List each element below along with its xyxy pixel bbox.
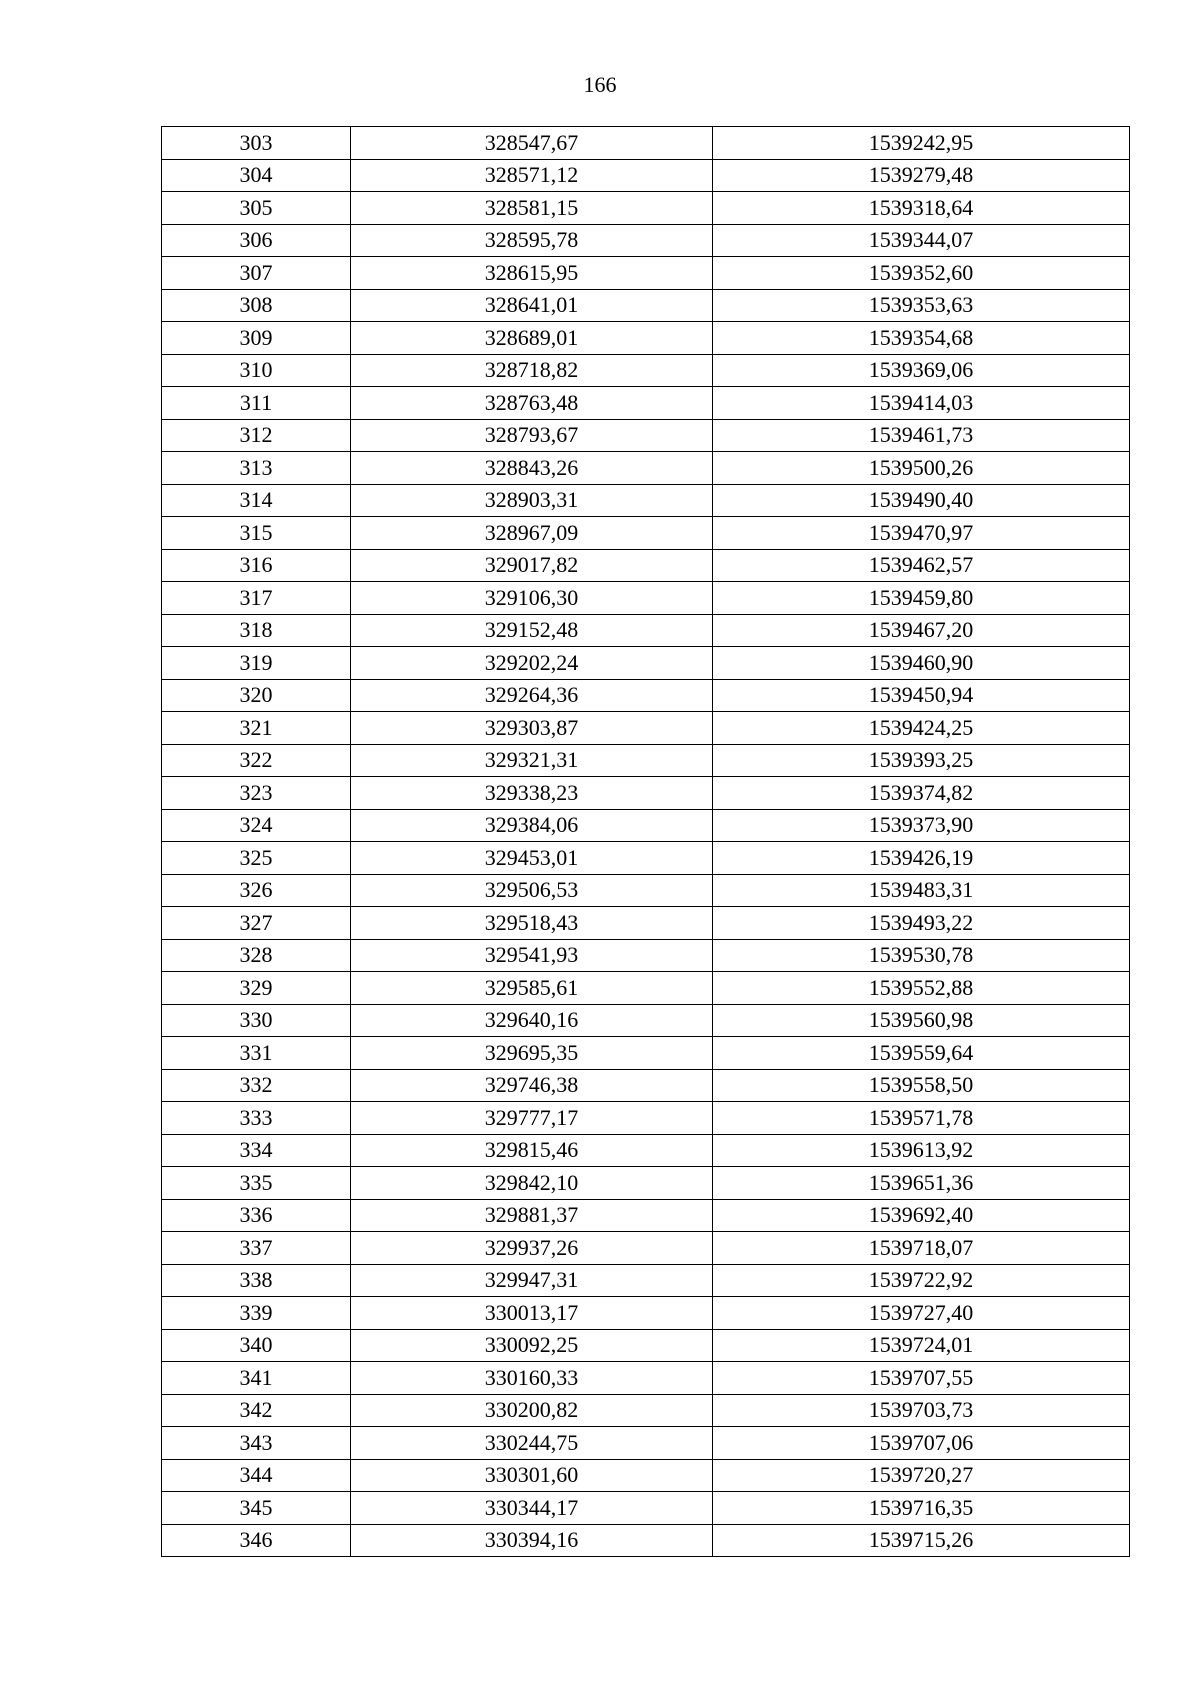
- point-number-cell: 314: [162, 484, 351, 517]
- table-row: [162, 159, 1130, 192]
- point-number-cell: 310: [162, 354, 351, 387]
- x-coordinate-cell: 329937,26: [351, 1232, 713, 1265]
- point-number-cell: 319: [162, 647, 351, 680]
- x-coordinate-cell: 330013,17: [351, 1297, 713, 1330]
- x-coordinate-cell: 329777,17: [351, 1102, 713, 1135]
- x-coordinate-cell: 328903,31: [351, 484, 713, 517]
- x-coordinate-cell: 329518,43: [351, 907, 713, 940]
- x-coordinate-cell: 329264,36: [351, 679, 713, 712]
- x-coordinate-cell: 329338,23: [351, 777, 713, 810]
- x-coordinate-cell: 329303,87: [351, 712, 713, 745]
- table-row: [162, 549, 1130, 582]
- table-row: [162, 907, 1130, 940]
- table-row: [162, 484, 1130, 517]
- y-coordinate-cell: 1539613,92: [713, 1134, 1130, 1167]
- y-coordinate-cell: 1539353,63: [713, 289, 1130, 322]
- y-coordinate-cell: 1539279,48: [713, 159, 1130, 192]
- x-coordinate-cell: 329640,16: [351, 1004, 713, 1037]
- y-coordinate-cell: 1539722,92: [713, 1264, 1130, 1297]
- table-row: [162, 582, 1130, 615]
- y-coordinate-cell: 1539707,55: [713, 1362, 1130, 1395]
- x-coordinate-cell: 328689,01: [351, 322, 713, 355]
- table-row: [162, 1102, 1130, 1135]
- x-coordinate-cell: 328547,67: [351, 127, 713, 160]
- x-coordinate-cell: 329815,46: [351, 1134, 713, 1167]
- y-coordinate-cell: 1539530,78: [713, 939, 1130, 972]
- point-number-cell: 333: [162, 1102, 351, 1135]
- table-row: [162, 1459, 1130, 1492]
- y-coordinate-cell: 1539559,64: [713, 1037, 1130, 1070]
- table-row: [162, 842, 1130, 875]
- table-row: [162, 1264, 1130, 1297]
- y-coordinate-cell: 1539470,97: [713, 517, 1130, 550]
- point-number-cell: 336: [162, 1199, 351, 1232]
- x-coordinate-cell: 329152,48: [351, 614, 713, 647]
- point-number-cell: 330: [162, 1004, 351, 1037]
- table-row: [162, 1362, 1130, 1395]
- point-number-cell: 311: [162, 387, 351, 420]
- y-coordinate-cell: 1539571,78: [713, 1102, 1130, 1135]
- point-number-cell: 320: [162, 679, 351, 712]
- x-coordinate-cell: 329746,38: [351, 1069, 713, 1102]
- x-coordinate-cell: 329321,31: [351, 744, 713, 777]
- table-row: [162, 354, 1130, 387]
- point-number-cell: 345: [162, 1492, 351, 1525]
- point-number-cell: 324: [162, 809, 351, 842]
- y-coordinate-cell: 1539242,95: [713, 127, 1130, 160]
- point-number-cell: 322: [162, 744, 351, 777]
- point-number-cell: 328: [162, 939, 351, 972]
- y-coordinate-cell: 1539483,31: [713, 874, 1130, 907]
- y-coordinate-cell: 1539715,26: [713, 1524, 1130, 1557]
- point-number-cell: 346: [162, 1524, 351, 1557]
- x-coordinate-cell: 329453,01: [351, 842, 713, 875]
- point-number-cell: 313: [162, 452, 351, 485]
- x-coordinate-cell: 328967,09: [351, 517, 713, 550]
- point-number-cell: 342: [162, 1394, 351, 1427]
- y-coordinate-cell: 1539450,94: [713, 679, 1130, 712]
- table-row: [162, 1037, 1130, 1070]
- point-number-cell: 340: [162, 1329, 351, 1362]
- table-row: [162, 614, 1130, 647]
- x-coordinate-cell: 329695,35: [351, 1037, 713, 1070]
- table-row: [162, 387, 1130, 420]
- table-row: [162, 1004, 1130, 1037]
- x-coordinate-cell: 329384,06: [351, 809, 713, 842]
- table-row: [162, 972, 1130, 1005]
- y-coordinate-cell: 1539727,40: [713, 1297, 1130, 1330]
- table-row: [162, 777, 1130, 810]
- x-coordinate-cell: 330301,60: [351, 1459, 713, 1492]
- x-coordinate-cell: 330344,17: [351, 1492, 713, 1525]
- x-coordinate-cell: 329842,10: [351, 1167, 713, 1200]
- y-coordinate-cell: 1539344,07: [713, 224, 1130, 257]
- point-number-cell: 315: [162, 517, 351, 550]
- point-number-cell: 304: [162, 159, 351, 192]
- table-row: [162, 517, 1130, 550]
- y-coordinate-cell: 1539462,57: [713, 549, 1130, 582]
- y-coordinate-cell: 1539467,20: [713, 614, 1130, 647]
- x-coordinate-cell: 329017,82: [351, 549, 713, 582]
- x-coordinate-cell: 329585,61: [351, 972, 713, 1005]
- x-coordinate-cell: 330160,33: [351, 1362, 713, 1395]
- table-row: [162, 1134, 1130, 1167]
- point-number-cell: 321: [162, 712, 351, 745]
- table-row: [162, 419, 1130, 452]
- table-row: [162, 1427, 1130, 1460]
- x-coordinate-cell: 328763,48: [351, 387, 713, 420]
- y-coordinate-cell: 1539461,73: [713, 419, 1130, 452]
- x-coordinate-cell: 330092,25: [351, 1329, 713, 1362]
- x-coordinate-cell: 328843,26: [351, 452, 713, 485]
- y-coordinate-cell: 1539707,06: [713, 1427, 1130, 1460]
- x-coordinate-cell: 328571,12: [351, 159, 713, 192]
- coordinates-table: [161, 126, 1130, 1557]
- y-coordinate-cell: 1539718,07: [713, 1232, 1130, 1265]
- point-number-cell: 337: [162, 1232, 351, 1265]
- table-row: [162, 1394, 1130, 1427]
- point-number-cell: 305: [162, 192, 351, 225]
- table-row: [162, 257, 1130, 290]
- x-coordinate-cell: 328718,82: [351, 354, 713, 387]
- point-number-cell: 326: [162, 874, 351, 907]
- y-coordinate-cell: 1539414,03: [713, 387, 1130, 420]
- x-coordinate-cell: 329106,30: [351, 582, 713, 615]
- table-row: [162, 127, 1130, 160]
- table-row: [162, 647, 1130, 680]
- y-coordinate-cell: 1539716,35: [713, 1492, 1130, 1525]
- y-coordinate-cell: 1539493,22: [713, 907, 1130, 940]
- y-coordinate-cell: 1539703,73: [713, 1394, 1130, 1427]
- point-number-cell: 339: [162, 1297, 351, 1330]
- x-coordinate-cell: 330394,16: [351, 1524, 713, 1557]
- y-coordinate-cell: 1539460,90: [713, 647, 1130, 680]
- point-number-cell: 334: [162, 1134, 351, 1167]
- x-coordinate-cell: 330200,82: [351, 1394, 713, 1427]
- table-row: [162, 1329, 1130, 1362]
- table-row: [162, 289, 1130, 322]
- point-number-cell: 307: [162, 257, 351, 290]
- point-number-cell: 325: [162, 842, 351, 875]
- point-number-cell: 344: [162, 1459, 351, 1492]
- table-row: [162, 224, 1130, 257]
- y-coordinate-cell: 1539426,19: [713, 842, 1130, 875]
- table-row: [162, 1232, 1130, 1265]
- table-row: [162, 1492, 1130, 1525]
- point-number-cell: 331: [162, 1037, 351, 1070]
- x-coordinate-cell: 330244,75: [351, 1427, 713, 1460]
- y-coordinate-cell: 1539352,60: [713, 257, 1130, 290]
- x-coordinate-cell: 328581,15: [351, 192, 713, 225]
- point-number-cell: 308: [162, 289, 351, 322]
- point-number-cell: 335: [162, 1167, 351, 1200]
- x-coordinate-cell: 328595,78: [351, 224, 713, 257]
- point-number-cell: 327: [162, 907, 351, 940]
- y-coordinate-cell: 1539459,80: [713, 582, 1130, 615]
- coordinates-table-body: [162, 127, 1130, 1557]
- y-coordinate-cell: 1539374,82: [713, 777, 1130, 810]
- table-row: [162, 744, 1130, 777]
- y-coordinate-cell: 1539354,68: [713, 322, 1130, 355]
- y-coordinate-cell: 1539318,64: [713, 192, 1130, 225]
- point-number-cell: 317: [162, 582, 351, 615]
- point-number-cell: 312: [162, 419, 351, 452]
- x-coordinate-cell: 328793,67: [351, 419, 713, 452]
- point-number-cell: 338: [162, 1264, 351, 1297]
- table-row: [162, 939, 1130, 972]
- table-row: [162, 1524, 1130, 1557]
- y-coordinate-cell: 1539369,06: [713, 354, 1130, 387]
- x-coordinate-cell: 329202,24: [351, 647, 713, 680]
- x-coordinate-cell: 329541,93: [351, 939, 713, 972]
- table-row: [162, 809, 1130, 842]
- table-row: [162, 712, 1130, 745]
- table-row: [162, 322, 1130, 355]
- x-coordinate-cell: 329506,53: [351, 874, 713, 907]
- table-row: [162, 1297, 1130, 1330]
- point-number-cell: 329: [162, 972, 351, 1005]
- y-coordinate-cell: 1539552,88: [713, 972, 1130, 1005]
- y-coordinate-cell: 1539500,26: [713, 452, 1130, 485]
- point-number-cell: 323: [162, 777, 351, 810]
- y-coordinate-cell: 1539724,01: [713, 1329, 1130, 1362]
- page-number: 166: [583, 72, 617, 97]
- point-number-cell: 332: [162, 1069, 351, 1102]
- table-row: [162, 452, 1130, 485]
- y-coordinate-cell: 1539490,40: [713, 484, 1130, 517]
- point-number-cell: 341: [162, 1362, 351, 1395]
- y-coordinate-cell: 1539651,36: [713, 1167, 1130, 1200]
- y-coordinate-cell: 1539424,25: [713, 712, 1130, 745]
- point-number-cell: 318: [162, 614, 351, 647]
- x-coordinate-cell: 329881,37: [351, 1199, 713, 1232]
- y-coordinate-cell: 1539560,98: [713, 1004, 1130, 1037]
- x-coordinate-cell: 329947,31: [351, 1264, 713, 1297]
- x-coordinate-cell: 328641,01: [351, 289, 713, 322]
- table-row: [162, 1167, 1130, 1200]
- point-number-cell: 343: [162, 1427, 351, 1460]
- y-coordinate-cell: 1539692,40: [713, 1199, 1130, 1232]
- y-coordinate-cell: 1539393,25: [713, 744, 1130, 777]
- point-number-cell: 309: [162, 322, 351, 355]
- table-row: [162, 679, 1130, 712]
- x-coordinate-cell: 328615,95: [351, 257, 713, 290]
- point-number-cell: 306: [162, 224, 351, 257]
- y-coordinate-cell: 1539558,50: [713, 1069, 1130, 1102]
- point-number-cell: 303: [162, 127, 351, 160]
- table-row: [162, 1069, 1130, 1102]
- table-row: [162, 874, 1130, 907]
- y-coordinate-cell: 1539373,90: [713, 809, 1130, 842]
- y-coordinate-cell: 1539720,27: [713, 1459, 1130, 1492]
- point-number-cell: 316: [162, 549, 351, 582]
- table-row: [162, 192, 1130, 225]
- table-row: [162, 1199, 1130, 1232]
